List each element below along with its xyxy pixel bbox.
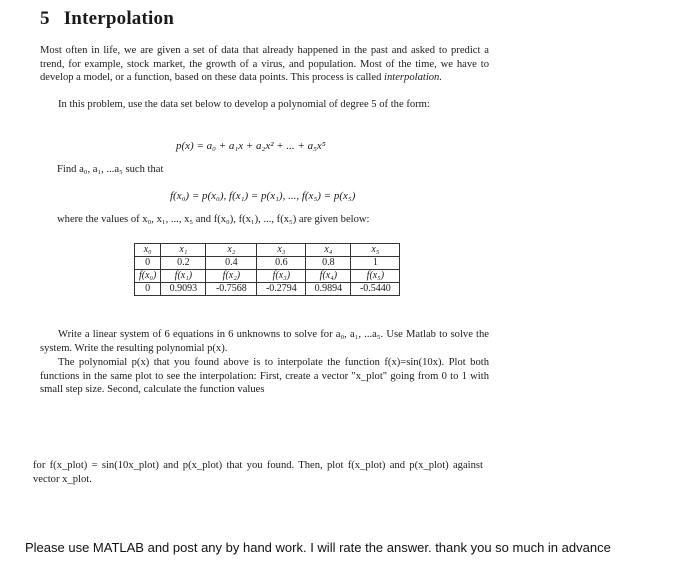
table-cell: 0.4 (206, 257, 257, 270)
polynomial-equation: p(x) = a₀ + a₁x + a₂x² + ... + a₅x⁵ (176, 140, 326, 152)
table-cell: x₄ (306, 244, 351, 257)
table-cell: -0.5440 (351, 283, 400, 296)
table-row (135, 257, 400, 270)
data-table (134, 243, 400, 296)
table-cell: f(x₁) (161, 270, 206, 283)
table-cell: -0.7568 (206, 283, 257, 296)
table-cell: 0.2 (161, 257, 206, 270)
table-cell: f(x₃) (257, 270, 306, 283)
table-cell: 0.9093 (161, 283, 206, 296)
find-coefficients-line: Find a₀, a₁, ...a₅ such that (57, 164, 164, 175)
intro-text: Most often in life, we are given a set of data that already happened in the past and asked to predict a trend, for example, stock market, the growth of a virus, and population. Most of the time, we have to develop a model, or a function, based on these data points. This process is called (40, 45, 489, 84)
table-cell: x₅ (351, 244, 400, 257)
intro-paragraph (40, 44, 489, 85)
interpolation-condition: f(x₀) = p(x₀), f(x₁) = p(x₁), ..., f(x₅) = p(x₅) (170, 190, 356, 202)
table-cell: x₁ (161, 244, 206, 257)
table-cell: f(x₂) (206, 270, 257, 283)
task-paragraph: In this problem, use the data set below to develop a polynomial of degree 5 of the form: (58, 99, 430, 110)
where-line: where the values of x₀, x₁, ..., x₅ and f(x₀), f(x₁), ..., f(x₅) are given below: (57, 214, 370, 225)
table-row (135, 270, 400, 283)
table-cell: x₂ (206, 244, 257, 257)
section-number: 5 (40, 8, 50, 29)
plot-instruction-continuation: for f(x_plot) = sin(10x_plot) and p(x_plot) that you found. Then, plot f(x_plot) and p(x_plot) against vector x_plot. (33, 460, 483, 485)
linear-system-instruction: Write a linear system of 6 equations in 6 unknowns to solve for a₀, a₁, ...a₅. Use Matlab to solve the system. Write the resulting polynomial p(x). (40, 329, 489, 354)
section-heading (40, 8, 174, 30)
user-note: Please use MATLAB and post any by hand work. I will rate the answer. thank you so much in advance (25, 540, 611, 555)
table-cell: 0.9894 (306, 283, 351, 296)
table-cell: 0.6 (257, 257, 306, 270)
table-cell: f(x₄) (306, 270, 351, 283)
section-title: Interpolation (63, 8, 174, 29)
table-cell: 0 (135, 257, 161, 270)
table-cell: f(x₀) (135, 270, 161, 283)
plot-instruction: The polynomial p(x) that you found above is to interpolate the function f(x)=sin(10x). Plot both functions in the same plot to see the interpolation: First, create a vector "x_plot" going from 0 to 1 with small step size. Second, calculate the function values (40, 357, 489, 396)
table-cell: x₃ (257, 244, 306, 257)
table-row (135, 244, 400, 257)
table-cell: f(x₅) (351, 270, 400, 283)
table-cell: 0.8 (306, 257, 351, 270)
table-cell: x₀ (135, 244, 161, 257)
intro-term: interpolation. (384, 72, 443, 84)
table-row (135, 283, 400, 296)
table-cell: 0 (135, 283, 161, 296)
table-cell: 1 (351, 257, 400, 270)
table-cell: -0.2794 (257, 283, 306, 296)
